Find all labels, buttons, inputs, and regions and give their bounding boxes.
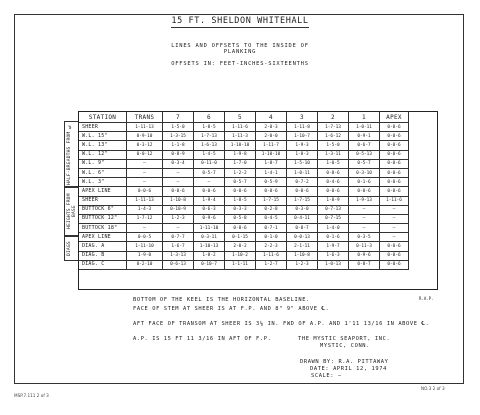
- header-cell: 4: [256, 112, 287, 123]
- offset-cell: 0-1-0: [256, 233, 287, 242]
- offset-cell: 0-3-5: [349, 233, 380, 242]
- offset-cell: 0-0-6: [380, 132, 409, 141]
- offset-cell: 1-5-0: [318, 141, 349, 150]
- offset-cell: 0-0-6: [127, 187, 163, 196]
- offset-cell: 0-1-15: [225, 233, 256, 242]
- offset-cell: 0-10-7: [194, 260, 225, 269]
- offset-cell: 1-11-6: [380, 196, 409, 205]
- row-label: SHEER: [79, 123, 127, 132]
- row-label: BUTTOCK 6": [79, 205, 127, 214]
- row-label: BUTTOCK 18": [79, 224, 127, 233]
- offset-cell: 0-9-6: [349, 251, 380, 260]
- draftsman-initials: R.A.P.: [419, 296, 434, 301]
- group-label-diags: DIAGS: [67, 241, 72, 256]
- offset-cell: —: [349, 224, 380, 233]
- table-row: [79, 123, 409, 132]
- row-label: APEX LINE: [79, 187, 127, 196]
- offset-cell: 0-10-9: [163, 205, 194, 214]
- offset-cell: 1-8-3: [287, 150, 318, 159]
- offset-cell: 1-2-7: [256, 260, 287, 269]
- offset-cell: —: [349, 214, 380, 223]
- table-row: [79, 214, 409, 223]
- row-label: APEX LINE: [79, 233, 127, 242]
- offset-cell: 1-10-13: [194, 242, 225, 251]
- offset-cell: 1-7-13: [194, 132, 225, 141]
- table-row: [79, 196, 409, 205]
- offset-cell: 0-6-13: [163, 260, 194, 269]
- offset-cell: 1-8-7: [256, 159, 287, 168]
- offset-cell: 0-5-7: [194, 168, 225, 177]
- offset-cell: 1-8-9: [318, 196, 349, 205]
- offset-cell: 1-7-15: [287, 196, 318, 205]
- org-name: THE MYSTIC SEAPORT, INC.: [298, 336, 391, 342]
- offset-cell: —: [163, 168, 194, 177]
- offset-cell: 1-9-4: [194, 196, 225, 205]
- offset-cell: —: [163, 224, 194, 233]
- offset-cell: 1-11-10: [194, 224, 225, 233]
- table-header-row: [79, 112, 409, 123]
- offset-cell: —: [127, 224, 163, 233]
- offset-cell: 0-0-6: [380, 159, 409, 168]
- offset-cell: 0-9-6: [194, 214, 225, 223]
- drawing-scale: SCALE: —: [311, 373, 342, 379]
- offset-cell: 1-10-10: [225, 141, 256, 150]
- header-cell: 2: [318, 112, 349, 123]
- header-cell: 7: [163, 112, 194, 123]
- note-baseline: BOTTOM OF THE KEEL IS THE HORIZONTAL BASELINE.: [133, 297, 310, 303]
- table-row: [79, 251, 409, 260]
- row-label: W.L. 3": [79, 178, 127, 187]
- offset-cell: 1-1-11: [225, 260, 256, 269]
- table-row: [79, 242, 409, 251]
- offset-cell: 1-11-6: [256, 251, 287, 260]
- offset-cell: 1-4-1: [256, 168, 287, 177]
- offset-cell: 1-7-12: [127, 214, 163, 223]
- row-label: BUTTOCK 12": [79, 214, 127, 223]
- offset-cell: 0-0-13: [287, 233, 318, 242]
- offset-cell: 1-6-7: [163, 242, 194, 251]
- offset-cell: 0-0-6: [163, 187, 194, 196]
- subtitle-line2: PLANKING: [223, 49, 257, 55]
- offset-cell: 2-0-0: [256, 132, 287, 141]
- offset-cell: 0-5-13: [349, 150, 380, 159]
- offset-cell: 0-3-3: [225, 205, 256, 214]
- offset-cell: 0-11-0: [194, 159, 225, 168]
- offset-cell: 0-7-1: [256, 224, 287, 233]
- table-row: [79, 159, 409, 168]
- note-stem: FACE OF STEM AT SHEER IS AT F.P. AND 8" 9" ABOVE ℄.: [133, 306, 330, 312]
- offset-cell: 0-0-6: [380, 242, 409, 251]
- offset-cell: 2-2-3: [256, 242, 287, 251]
- offset-cell: —: [127, 178, 163, 187]
- offset-cell: 1-7-13: [318, 123, 349, 132]
- table-row: [79, 260, 409, 269]
- offset-cell: 1-11-10: [127, 242, 163, 251]
- offset-cell: 2-0-3: [256, 123, 287, 132]
- offset-cell: 1-6-13: [194, 141, 225, 150]
- offset-cell: 1-8-2: [194, 251, 225, 260]
- offset-cell: 1-9-0: [127, 251, 163, 260]
- offset-cell: —: [380, 233, 409, 242]
- offset-cell: 0-2-10: [127, 260, 163, 269]
- offset-cell: 1-11-3: [225, 132, 256, 141]
- offset-cell: 0-6-7: [349, 141, 380, 150]
- offset-cell: 1-11-8: [287, 123, 318, 132]
- offset-cell: 1-0-11: [287, 168, 318, 177]
- group-label-heights: HEIGHTS FROM BASE: [67, 193, 77, 230]
- offset-cell: 0-0-6: [380, 178, 409, 187]
- table-row: [79, 187, 409, 196]
- offset-cell: 1-11-7: [256, 141, 287, 150]
- offset-cell: 1-10-2: [225, 251, 256, 260]
- offset-cell: 0-0-12: [127, 150, 163, 159]
- offset-cell: 0-3-0: [287, 205, 318, 214]
- offset-cell: 0-0-6: [349, 187, 380, 196]
- offset-cell: 0-3-11: [194, 233, 225, 242]
- row-label: W.L. 13": [79, 141, 127, 150]
- row-label: DIAG. A: [79, 242, 127, 251]
- offset-cell: —: [163, 178, 194, 187]
- offset-cell: 1-4-0: [318, 224, 349, 233]
- offset-cell: 1-9-13: [349, 196, 380, 205]
- offset-cell: 0-0-6: [225, 187, 256, 196]
- subtitle-line3: OFFSETS IN: FEET-INCHES-SIXTEENTHS: [171, 61, 309, 67]
- offset-cell: 0-0-6: [380, 251, 409, 260]
- offset-cell: 0-5-8: [225, 214, 256, 223]
- header-cell: APEX: [380, 112, 409, 123]
- table-row: [79, 168, 409, 177]
- offset-cell: 1-3-15: [163, 132, 194, 141]
- offset-cell: 0-5-7: [225, 178, 256, 187]
- offset-cell: 1-2-3: [163, 214, 194, 223]
- org-location: MYSTIC, CONN.: [320, 343, 370, 349]
- subtitle-line1: LINES AND OFFSETS TO THE INSIDE OF: [171, 43, 309, 49]
- offset-cell: 1-9-7: [318, 242, 349, 251]
- offset-cell: 0-8-6: [318, 168, 349, 177]
- offset-cell: 0-0-6: [380, 168, 409, 177]
- offset-cell: 0-1-6: [349, 178, 380, 187]
- row-label: W.L. 6": [79, 168, 127, 177]
- offset-cell: 0-3-12: [127, 141, 163, 150]
- offset-cell: 1-10-7: [287, 132, 318, 141]
- offset-cell: —: [380, 224, 409, 233]
- offset-cell: 1-2-2: [225, 168, 256, 177]
- table-row: [79, 132, 409, 141]
- table-row: [79, 205, 409, 214]
- offset-cell: 0-0-6: [318, 187, 349, 196]
- offset-cell: 1-0-13: [318, 260, 349, 269]
- offset-cell: 1-7-15: [256, 196, 287, 205]
- drawn-by: DRAWN BY: R.A. PITTAWAY: [300, 359, 389, 365]
- offset-cell: 0-8-7: [349, 260, 380, 269]
- row-label: SHEER: [79, 196, 127, 205]
- offset-cell: 0-1-6: [318, 233, 349, 242]
- offset-cell: 0-0-6: [287, 187, 318, 196]
- row-label: W.L. 15": [79, 132, 127, 141]
- offset-cell: 0-0-5: [127, 233, 163, 242]
- offset-cell: 1-0-5: [318, 159, 349, 168]
- offset-cell: —: [127, 159, 163, 168]
- offset-cell: 0-4-5: [256, 214, 287, 223]
- offset-cell: 1-10-10: [256, 150, 287, 159]
- offset-cell: —: [349, 205, 380, 214]
- offset-cell: 1-9-3: [287, 141, 318, 150]
- drawing-title: 15 FT. SHELDON WHITEHALL: [171, 16, 309, 26]
- offset-cell: 0-7-13: [318, 205, 349, 214]
- offset-cell: 0-11-3: [349, 242, 380, 251]
- footer-right: NO.3 2 of 3: [421, 386, 445, 391]
- offset-cell: 1-10-8: [287, 251, 318, 260]
- offset-cell: 0-6-3: [194, 205, 225, 214]
- offset-cell: 0-4-6: [318, 178, 349, 187]
- offset-cell: 0-0-6: [256, 187, 287, 196]
- offset-cell: 1-0-11: [349, 123, 380, 132]
- offset-cell: 1-4-3: [127, 205, 163, 214]
- offset-cell: 0-8-7: [287, 224, 318, 233]
- offset-cell: 1-3-11: [318, 150, 349, 159]
- table-row: [79, 224, 409, 233]
- offset-cell: 0-9-1: [349, 132, 380, 141]
- header-cell: 5: [225, 112, 256, 123]
- offset-cell: 1-8-5: [225, 196, 256, 205]
- footer-left: MSP.7.111 2 of 3: [14, 393, 49, 398]
- offset-cell: 1-5-0: [163, 123, 194, 132]
- offset-cell: 1-5-10: [287, 159, 318, 168]
- offset-cell: —: [380, 214, 409, 223]
- offset-cell: 0-4-11: [287, 214, 318, 223]
- drawing-date: DATE: APRIL 12, 1974: [310, 366, 387, 372]
- offset-cell: 1-8-5: [194, 123, 225, 132]
- header-cell: TRANS: [127, 112, 163, 123]
- offset-cell: 0-5-7: [349, 159, 380, 168]
- offset-cell: 1-6-3: [318, 251, 349, 260]
- offset-cell: 0-7-7: [163, 233, 194, 242]
- offset-cell: 2-1-11: [287, 242, 318, 251]
- offset-cell: 1-11-6: [225, 123, 256, 132]
- row-label: DIAG. C: [79, 260, 127, 269]
- table-row: [79, 150, 409, 159]
- offset-cell: 0-2-8: [256, 205, 287, 214]
- offset-cell: 1-11-13: [127, 123, 163, 132]
- offset-cell: 1-6-12: [318, 132, 349, 141]
- header-cell: 1: [349, 112, 380, 123]
- offset-cell: —: [194, 178, 225, 187]
- offset-cell: 0-0-6: [380, 150, 409, 159]
- group-label-half-breadths: HALF-BREADTHS FROM ℄: [67, 123, 72, 185]
- row-label: W.L. 9": [79, 159, 127, 168]
- offset-cell: 1-11-13: [127, 196, 163, 205]
- offset-cell: 2-0-2: [225, 242, 256, 251]
- offset-cell: 0-3-4: [163, 159, 194, 168]
- offset-cell: 0-7-2: [287, 178, 318, 187]
- offset-cell: 0-0-6: [194, 187, 225, 196]
- table-row: [79, 178, 409, 187]
- table-row: [79, 233, 409, 242]
- offset-cell: 0-0-6: [380, 187, 409, 196]
- offset-cell: 1-9-8: [225, 150, 256, 159]
- offsets-table: [78, 111, 409, 270]
- offset-cell: 0-8-6: [225, 224, 256, 233]
- offset-cell: 1-7-0: [225, 159, 256, 168]
- offset-cell: 1-10-8: [163, 196, 194, 205]
- note-ap: A.P. IS 15 FT 11 3/16 IN AFT OF F.P.: [133, 336, 272, 342]
- row-label: W.L. 12": [79, 150, 127, 159]
- offset-cell: 0-0-6: [380, 123, 409, 132]
- offset-cell: 0-8-9: [163, 150, 194, 159]
- header-cell: 6: [194, 112, 225, 123]
- offset-cell: 0-3-10: [349, 168, 380, 177]
- offset-cell: 1-1-8: [163, 141, 194, 150]
- offset-cell: —: [380, 205, 409, 214]
- offset-cell: 1-2-3: [287, 260, 318, 269]
- offset-cell: 0-7-15: [318, 214, 349, 223]
- header-cell: 3: [287, 112, 318, 123]
- row-label: DIAG. B: [79, 251, 127, 260]
- offset-cell: 0-0-6: [380, 141, 409, 150]
- offset-cell: —: [127, 168, 163, 177]
- offset-cell: 1-3-13: [163, 251, 194, 260]
- offset-cell: 0-0-6: [380, 260, 409, 269]
- offset-cell: 1-4-5: [194, 150, 225, 159]
- offset-cell: 0-5-9: [256, 178, 287, 187]
- offset-cell: 0-9-10: [127, 132, 163, 141]
- header-cell: STATION: [79, 112, 127, 123]
- note-transom: AFT FACE OF TRANSOM AT SHEER IS 3⅛ IN. FWD OF A.P. AND 1'11 13/16 IN ABOVE ℄.: [133, 321, 430, 327]
- table-row: [79, 141, 409, 150]
